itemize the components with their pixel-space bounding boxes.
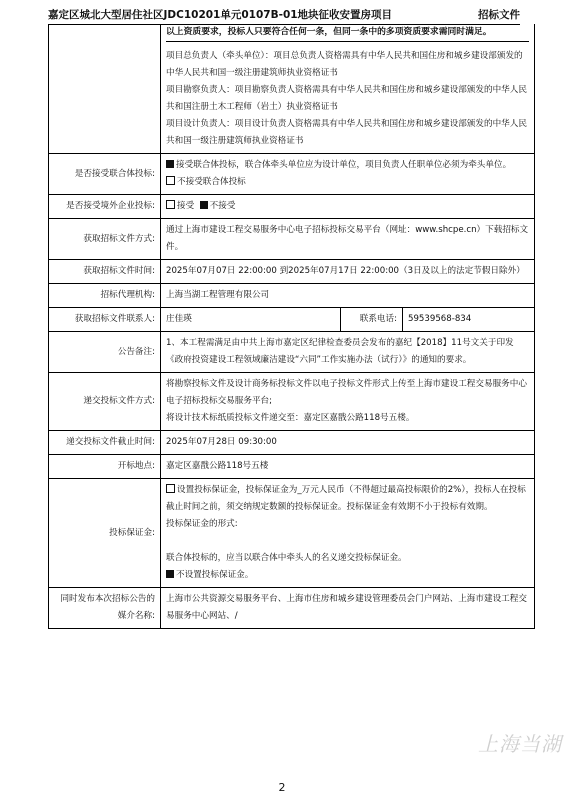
bond-line3: 联合体投标的，应当以联合体中牵头人的名义递交投标保证金。: [166, 553, 407, 563]
qualification-row: [49, 24, 535, 154]
personnel-survey: 项目勘察负责人：项目勘察负责人资格需具有中华人民共和国住房和城乡建设部颁发的中华人民共和国注册土木工程师（岩土）执业资格证书: [166, 85, 527, 112]
media-row: [49, 588, 535, 629]
get-method-value: 通过上海市建设工程交易服务中心电子招标投标交易平台（网址：www.shcpe.cn）下载招标文件。: [161, 219, 535, 260]
checked-box-icon: [200, 201, 208, 209]
get-method-row: [49, 219, 535, 260]
contact-phone: 59539568-834: [403, 308, 535, 332]
opening-row: [49, 455, 535, 479]
agency-label: 招标代理机构:: [49, 284, 161, 308]
submit-method-row: [49, 373, 535, 431]
personnel-design: 项目设计负责人：项目设计负责人资格需具有中华人民共和国住房和城乡建设部颁发的中华人民共和国一级注册建筑师执业资格证书: [166, 119, 527, 146]
consortium-value: [161, 154, 535, 195]
bid-info-table: [48, 24, 535, 629]
bond-label: 投标保证金:: [49, 479, 161, 588]
bond-value: [161, 479, 535, 588]
deadline-label: 递交投标文件截止时间:: [49, 431, 161, 455]
page-header: [48, 6, 520, 25]
contact-label: 获取招标文件联系人:: [49, 308, 161, 332]
media-label: 同时发布本次招标公告的媒介名称:: [49, 588, 161, 629]
foreign-accept: 接受: [177, 201, 195, 211]
submit-method-line1: 将勘察投标文件及设计商务标投标文件以电子投标文件形式上传至上海市建设工程交易服务中心电子招标投标交易服务平台;: [166, 379, 527, 406]
opening-label: 开标地点:: [49, 455, 161, 479]
deadline-value: 2025年07月28日 09:30:00: [161, 431, 535, 455]
get-time-value: 2025年07月07日 22:00:00 到2025年07月17日 22:00:00（3日及以上的法定节假日除外）: [161, 260, 535, 284]
contact-row: [49, 308, 535, 332]
page-number: 2: [278, 781, 286, 794]
get-time-row: [49, 260, 535, 284]
agency-row: [49, 284, 535, 308]
consortium-row: [49, 154, 535, 195]
contact-name: 庄佳瑛: [161, 308, 341, 332]
foreign-reject: 不接受: [209, 201, 236, 211]
checked-box-icon: [166, 160, 174, 168]
personnel-lead: 项目总负责人（牵头单位）：项目总负责人资格需具有中华人民共和国住房和城乡建设部颁发的中华人民共和国一级注册建筑师执业资格证书: [166, 51, 523, 78]
checked-box-icon: [166, 570, 174, 578]
get-time-label: 获取招标文件时间:: [49, 260, 161, 284]
consortium-reject: 不接受联合体投标: [177, 177, 246, 187]
qualification-cell: [161, 24, 535, 154]
submit-method-value: [161, 373, 535, 431]
deadline-row: [49, 431, 535, 455]
bond-row: [49, 479, 535, 588]
agency-value: 上海当湖工程管理有限公司: [161, 284, 535, 308]
project-title: 嘉定区城北大型居住社区JDC10201单元0107B-01地块征收安置房项目: [48, 9, 393, 21]
qualification-note: 以上资质要求，投标人只要符合任何一条，但同一条中的多项资质要求需同时满足。: [166, 24, 529, 42]
foreign-value: [161, 195, 535, 219]
foreign-row: [49, 195, 535, 219]
doc-type: 招标文件: [478, 9, 520, 21]
media-value: 上海市公共资源交易服务平台、上海市住房和城乡建设管理委员会门户网站、上海市建设工程交易服务中心网站、/: [161, 588, 535, 629]
submit-method-line2: 将设计技术标纸质投标文件递交至：嘉定区嘉戬公路118号五楼。: [166, 413, 415, 423]
phone-label: 联系电话:: [341, 308, 403, 332]
consortium-accept: 接受联合体投标，联合体牵头单位应为设计单位，项目负责人任职单位必须为牵头单位。: [176, 160, 512, 170]
notice-label: 公告备注:: [49, 332, 161, 373]
foreign-label: 是否接受境外企业投标:: [49, 195, 161, 219]
opening-value: 嘉定区嘉戬公路118号五楼: [161, 455, 535, 479]
notice-value: 1、本工程需满足由中共上海市嘉定区纪律检查委员会发布的嘉纪【2018】11号文关于印发《政府投资建设工程领域廉洁建设“六同”工作实施办法（试行）》的通知的要求。: [161, 332, 535, 373]
bond-line2: 投标保证金的形式:: [166, 519, 238, 529]
unchecked-box-icon: [166, 200, 175, 209]
notice-row: [49, 332, 535, 373]
unchecked-box-icon: [166, 484, 175, 493]
bond-line1: 设置投标保证金，投标保证金为_万元人民币（不得超过最高投标限价的2%），投标人在投标截止时间之前，须交纳规定数额的投标保证金。投标保证金有效期不小于投标有效期。: [166, 485, 526, 512]
submit-method-label: 递交投标文件方式:: [49, 373, 161, 431]
consortium-label: 是否接受联合体投标:: [49, 154, 161, 195]
watermark-logo: 上海当湖: [478, 732, 562, 756]
get-method-label: 获取招标文件方式:: [49, 219, 161, 260]
unchecked-box-icon: [166, 176, 175, 185]
bond-line4: 不设置投标保证金。: [176, 570, 254, 580]
